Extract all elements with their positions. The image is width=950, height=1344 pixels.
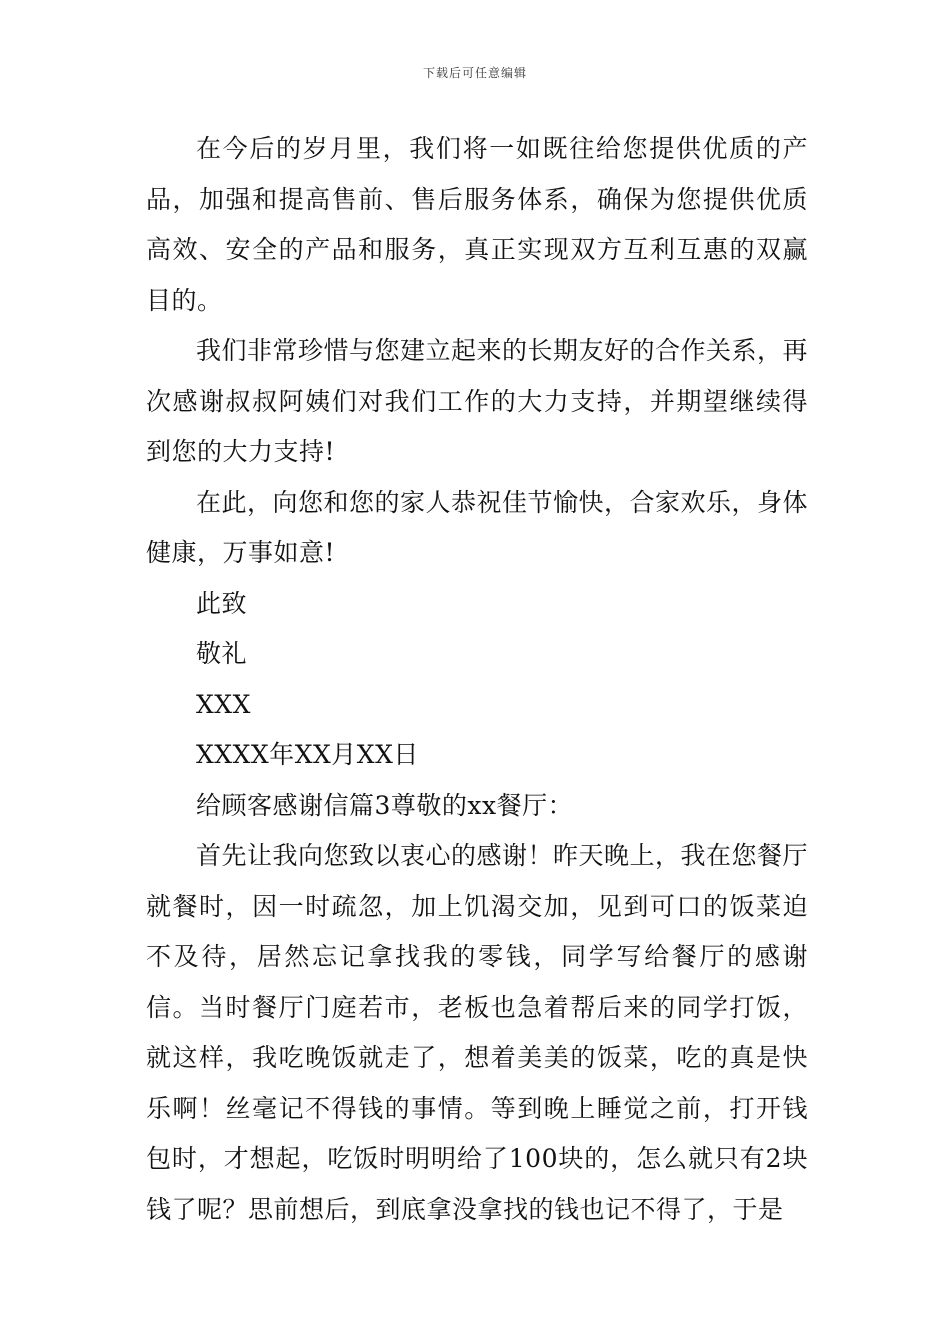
section-title: 给顾客感谢信篇3尊敬的xx餐厅： — [196, 790, 574, 820]
paragraph-letter3: 首先让我向您致以衷心的感谢！昨天晚上，我在您餐厅就餐时，因一时疏忽，加上饥渴交加，见到可口的饭菜迫不及待，居然忘记拿找我的零钱，同学写给餐厅的感谢信。当时餐厅门庭若市，老板也急着帮后来的同学打饭，就这样，我吃晚饭就走了，想着美美的饭菜，吃的真是快乐啊！丝毫记不得钱的事情。等到晚上睡觉之前，打开钱包时，才想起，吃饭时明明给了100块的，怎么就只有2块钱了呢？思前想后，到底拿没拿找的钱也记不得了，于是 — [146, 841, 809, 1224]
signer-name: XXX — [196, 689, 251, 719]
paragraph-wishes: 在此，向您和您的家人恭祝佳节愉快，合家欢乐，身体健康，万事如意! — [146, 487, 809, 567]
document-body — [146, 124, 808, 1235]
letter-date: XXXX年XX月XX日 — [196, 740, 419, 769]
paragraph-cooperation: 我们非常珍惜与您建立起来的长期友好的合作关系，再次感谢叔叔阿姨们对我们工作的大力支持，并期望继续得到您的大力支持! — [146, 336, 809, 466]
paragraph-future: 在今后的岁月里，我们将一如既往给您提供优质的产品，加强和提高售前、售后服务体系，确保为您提供优质高效、安全的产品和服务，真正实现双方互利互惠的双赢目的。 — [146, 134, 808, 315]
closing-salute-2: 敬礼 — [196, 639, 248, 668]
page-header: 下载后可任意编辑 — [422, 66, 527, 80]
closing-salute-1: 此致 — [196, 588, 248, 618]
